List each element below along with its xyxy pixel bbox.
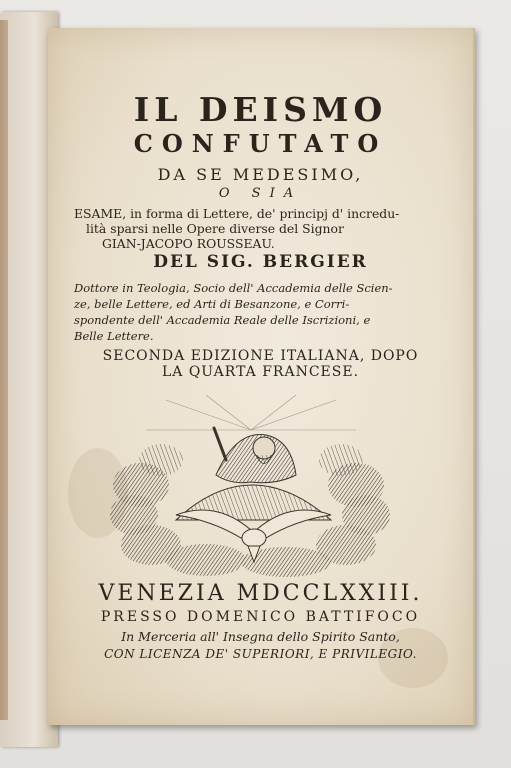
author-titles-line: Belle Lettere. (74, 329, 154, 343)
imprint-address: In Merceria all' Insegna dello Spirito Santo, (121, 629, 400, 644)
description-line: lità sparsi nelle Opere diverse del Signor (86, 221, 344, 236)
title-line-2: CONFUTATO (133, 129, 388, 158)
description-line: ESAME, in forma di Lettere, de' principj d' incredu- (74, 206, 400, 221)
engraved-vignette (106, 390, 396, 580)
god-figure (214, 428, 296, 483)
description-line: GIAN-JACOPO ROUSSEAU. (102, 236, 275, 251)
title-page (48, 28, 475, 725)
subtitle-line-2: O SIA (218, 186, 303, 201)
author-titles-paragraph (74, 280, 446, 344)
light-rays (146, 395, 356, 430)
author-line: DEL SIG. BERGIER (153, 252, 368, 272)
imprint-place-date: VENEZIA MDCCLXXIII. (98, 581, 423, 606)
edition-line: LA QUARTA FRANCESE. (161, 364, 360, 380)
vignette-illustration (106, 390, 396, 580)
imprint-license: CON LICENZA DE' SUPERIORI, E PRIVILEGIO. (104, 647, 417, 661)
book-spine-edge (0, 20, 8, 720)
clouds-bottom (166, 544, 331, 577)
author-titles-line: spondente dell' Accademia Reale delle Iscrizioni, e (74, 313, 371, 327)
title-line-1: IL DEISMO (133, 90, 388, 129)
clouds-right (316, 444, 390, 565)
edition-statement (48, 348, 473, 380)
author-titles-line: ze, belle Lettere, ed Arti di Besanzone, e Corri- (74, 297, 350, 311)
edition-line: SECONDA EDIZIONE ITALIANA, DOPO (102, 348, 419, 364)
clouds-left (110, 444, 183, 565)
description-paragraph (74, 206, 446, 251)
subtitle-line-1: DA SE MEDESIMO, (157, 165, 364, 184)
author-titles-line: Dottore in Teologia, Socio dell' Accademia delle Scien- (74, 281, 393, 295)
imprint-publisher: PRESSO DOMENICO BATTIFOCO (100, 609, 421, 625)
